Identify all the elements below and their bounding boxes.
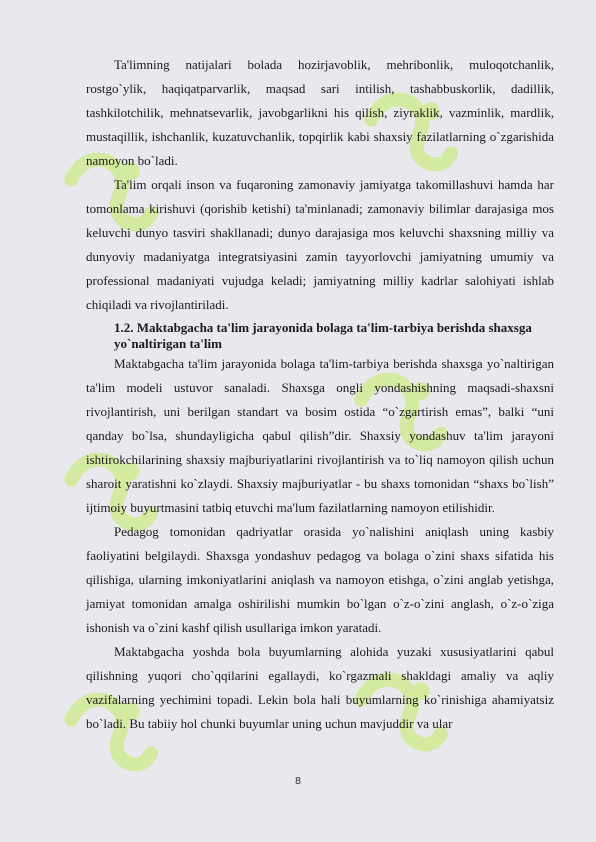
paragraph: Ta'limning natijalari bolada hozirjavoblik, mehribonlik, muloqotchanlik, rostgo`ylik, haqiqatparvarlik, maqsad sari intilish, tashabbuskorlik, dadillik, tashkilotchilik, mehnatsevarlik, javobgarlikni his qilish, ziyraklik, vazminlik, mardlik, mustaqillik, ishchanlik, kuzatuvchanlik, topqirlik kabi shaxsiy fazilatlarning o`zgarishida namoyon bo`ladi. xyxy=(86,57,554,168)
page-number: 8 xyxy=(294,776,302,787)
paragraph: Maktabgacha yoshda bola buyumlarning alohida yuzaki xususiyatlarini qabul qilishning yuqori cho`qqilarini egallaydi, ko`rgazmali shakldagi amaliy va aqliy vazifalarning yechimini topadi. Lekin bola hali buyumlarning ko`rinishiga ahamiyatsiz bo`ladi. Bu tabiiy hol chunki buyumlar uning uchun mavjuddir va ular xyxy=(86,644,554,731)
paragraph: Pedagog tomonidan qadriyatlar orasida yo`nalishini aniqlash uning kasbiy faoliyatini belgilaydi. Shaxsga yondashuv pedagog va bolaga o`zini shaxs sifatida his qilishiga, ularning imkoniyatlarini aniqlash va namoyon etishga, o`zini anglab yetishga, jamiyat tomonidan amalga oshirilishi mumkin bo`lgan o`z-o`zini anglash, o`z-o`ziga ishonish va o`zini kashf qilish usullariga imkon yaratadi. xyxy=(86,524,554,635)
document-body xyxy=(86,53,554,736)
paragraph: Ta'lim orqali inson va fuqaroning zamonaviy jamiyatga takomillashuvi hamda har tomonlama kirishuvi (qorishib ketishi) ta'minlanadi; zamonaviy bilimlar darajasiga mos keluvchi dunyo tasviri shakllanadi; dunyo darajasiga mos keluvchi shaxsning milliy va dunyoviy madaniyatga integratsiyasini zamin tayyorlovchi jamiyatning umumiy va professional madaniyati vujudga keladi; jamiyatning milliy kadrlar salohiyati ishlab chiqiladi va rivojlantiriladi. xyxy=(86,177,554,312)
paragraph: Maktabgacha ta'lim jarayonida bolaga ta'lim-tarbiya berishda shaxsga yo`naltirigan ta'lim modeli ustuvor sanaladi. Shaxsga ongli yondashishning maqsadi-shaxsni rivojlantirish, uni berilgan standart va bosim ostida “o`zgartirish emas”, balki “uni qanday bo`lsa, shundayligicha qabul qilish”dir. Shaxsiy yondashuv ta'lim jarayoni ishtirokchilarining shaxsiy majburiyatlarini rivojlantirish va to`liq namoyon qilish uchun sharoit yaratishni ko`zlaydi. Shaxsiy majburiyatlar - bu shaxs tomonidan “shaxs bo`lish” ijtimoiy buyurtmasini tatbiq etuvchi ma'lum fazilatlarning namoyon etilishidir. xyxy=(86,356,554,515)
section-heading: 1.2. Maktabgacha ta'lim jarayonida bolaga ta'lim-tarbiya berishda shaxsga yo`naltirigan ta'lim xyxy=(114,320,532,351)
